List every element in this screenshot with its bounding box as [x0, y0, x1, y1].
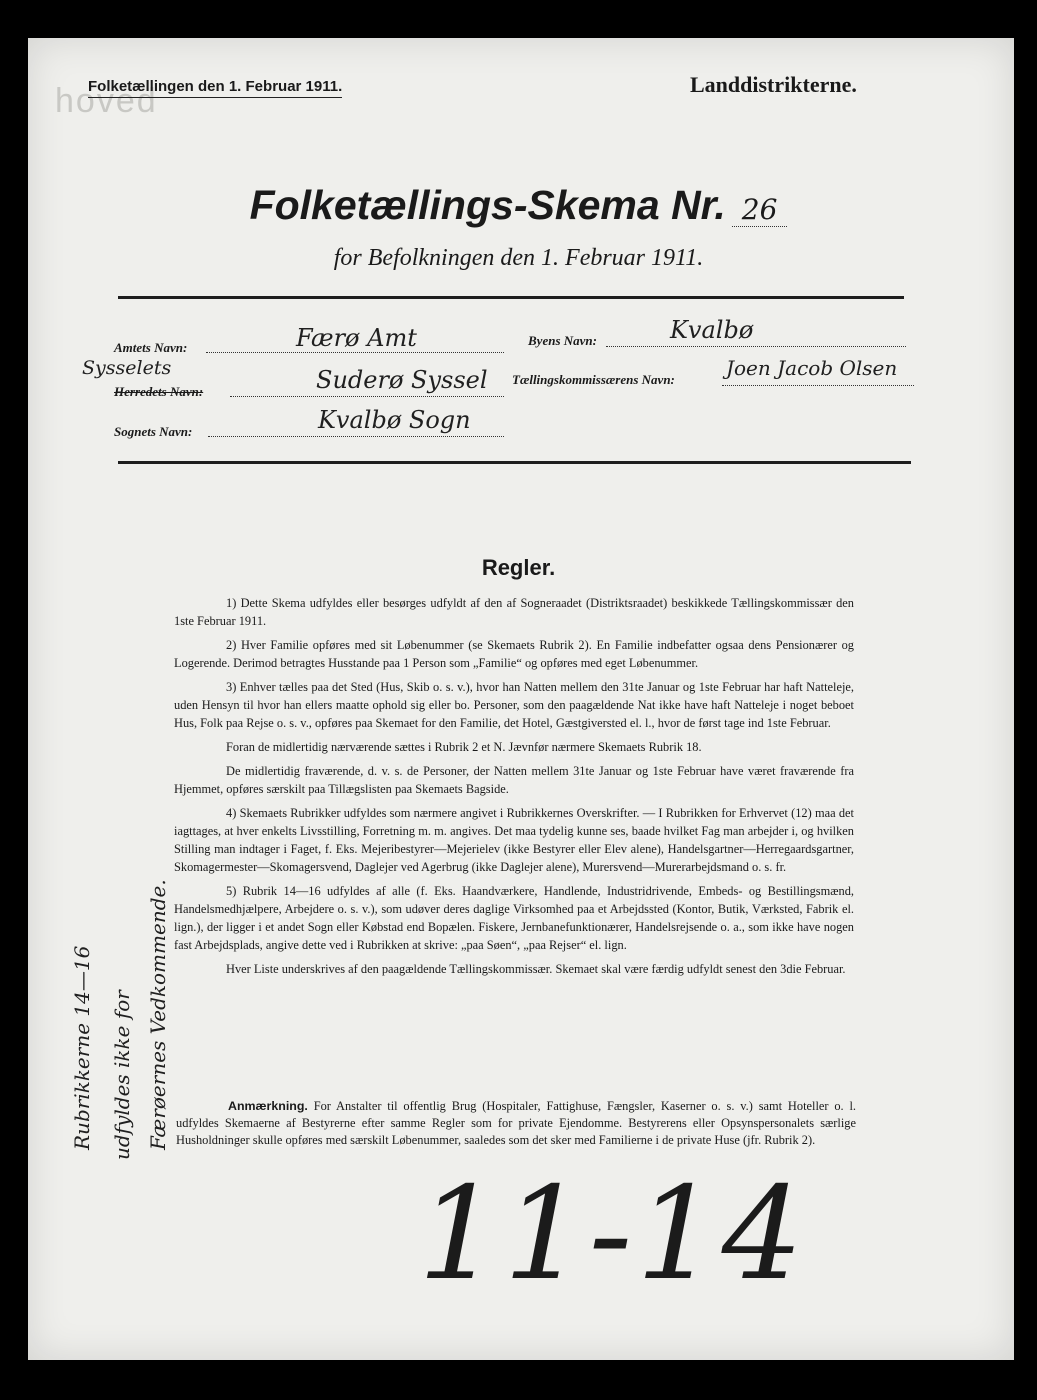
herred-value: Suderø Syssel [316, 366, 488, 394]
margin-note-line-2: udfyldes ikke for [110, 990, 134, 1160]
anmaerkning-label: Anmærkning. [228, 1099, 308, 1113]
kommissaer-label: Tællingskommissærens Navn: [512, 372, 675, 387]
herred-correction: Sysselets [82, 357, 172, 379]
rule-4: 4) Skemaets Rubrikker udfyldes som nærmere angivet i Rubrikkernes Overskrifter. — I Rubrikken for Erhvervet (12) maa det iagttages, at hver enkelts Livsstilling, Forretning m. m. angives. Det maa tydelig kunne ses, baade hvilket Fag man arbejder i, og hvilken Stilling man indtager i Faget, f. Eks. Mejeribestyrer—Mejerielev (ikke Bestyrer eller Elev alene), Handelsgartner—Herregaardsgartner, Skomagermester—Skomagersvend, Daglejer ved Agerbrug (ikke Daglejer alene), Murersvend—Murerarbejdsmand o. s. fr. [174, 806, 854, 874]
by-value: Kvalbø [670, 316, 754, 344]
divider-bottom [118, 461, 911, 464]
form-title-text: Folketællings-Skema Nr. [249, 182, 726, 228]
rule-3: 3) Enhver tælles paa det Sted (Hus, Skib o. s. v.), hvor han Natten mellem den 31te Januar og 1ste Februar har haft Natteleje, uden Hensyn til hvor han ellers maatte ophold sig eller bo. Personer, som den paagældende Nat ikke have haft Natteleje i noget beboet Hus, Folk paa Rejse o. s. v., opføres paa Skemaet for den Familie, det Hotel, Gæstgiversted el. l., hvor de først tage ind 1ste Februar. [174, 680, 854, 730]
kommissaer-value: Joen Jacob Olsen [726, 356, 898, 380]
rule-5: 5) Rubrik 14—16 udfyldes af alle (f. Eks. Haandværkere, Handlende, Industridrivende, Embeds- og Bestillingsmænd, Handelsmedhjælpere, Arbejdere o. s. v.), som udøver deres daglige Virksomhed paa et Arbejdssted (Kontor, Butik, Værksted, Fabrik el. lign.), der ligger i et andet Sogn eller Købstad end Bopælen. Fiskere, Jernbanefunktionærer, Handelsrejsende o. a., som ikke have nogen fast Arbejdsplads, angive dette ved i Rubrikken at skrive: „paa Søen“, „paa Rejser“ el. lign. [174, 884, 854, 952]
rule-2: 2) Hver Familie opføres med sit Løbenummer (se Skemaets Rubrik 2). En Familie indbefatter ogsaa dens Pensionærer og Logerende. Derimod betragtes Husstande paa 1 Person som „Familie“ og opføres med eget Løbenummer. [174, 638, 854, 670]
anmaerkning [176, 1098, 856, 1149]
stamp-number: 11-14 [418, 1160, 807, 1309]
sogn-label: Sognets Navn: [114, 424, 193, 439]
rule-signature-note: Hver Liste underskrives af den paagældende Tællingskommissær. Skemaet skal være færdig udfyldt senest den 3die Februar. [226, 962, 846, 976]
herred-label: Herredets Navn: [114, 384, 204, 399]
rule-1: 1) Dette Skema udfyldes eller besørges udfyldt af den af Sogneraadet (Distriktsraadet) beskikkede Tællingskommissær den 1ste Februar 1911. [174, 596, 854, 628]
amt-value: Færø Amt [296, 324, 417, 352]
kommissaer-dotted-line [722, 385, 914, 386]
herred-dotted-line [230, 396, 504, 397]
margin-note-line-1: Rubrikkerne 14—16 [70, 945, 94, 1150]
divider-top [118, 296, 904, 299]
rule-3-note-absent: De midlertidig fraværende, d. v. s. de Personer, der Natten mellem 31te Januar og 1ste Februar have været fraværende fra Hjemmet, opføres særskilt paa Tillægslisten paa Skemaets Bagside. [174, 764, 854, 796]
rules-body [174, 594, 854, 984]
amt-label: Amtets Navn: [114, 340, 188, 355]
header-district-type: Landdistrikterne. [690, 72, 857, 97]
amt-dotted-line [206, 352, 504, 353]
form-number: 26 [732, 193, 788, 227]
rules-title: Regler. [481, 555, 556, 580]
faded-stamp: hoved [55, 82, 158, 120]
anmaerkning-text: For Anstalter til offentlig Brug (Hospitaler, Fattighuse, Fængsler, Kaserner o. s. v.) samt Hoteller o. l. udfyldes Skemaerne af Bestyrerne efter samme Regler som for private Ejendomme. Bestyrerens eller Opsynspersonalets særlige Husholdninger skulle opføres med særskilt Løbenummer, saaledes som det sker med Familierne i de private Huse (jfr. Rubrik 2). [176, 1099, 856, 1147]
sogn-dotted-line [208, 436, 504, 437]
by-dotted-line [606, 346, 906, 347]
form-subtitle: for Befolkningen den 1. Februar 1911. [333, 245, 704, 271]
margin-note-line-3: Færøernes Vedkommende. [146, 879, 170, 1150]
by-label: Byens Navn: [528, 333, 597, 348]
sogn-value: Kvalbø Sogn [318, 406, 471, 434]
header-date: Folketællingen den 1. Februar 1911. [88, 78, 342, 98]
rule-3-note-present: Foran de midlertidig nærværende sættes i Rubrik 2 et N. Jævnfør nærmere Skemaets Rubrik 18. [226, 740, 702, 754]
form-title [0, 182, 1037, 229]
